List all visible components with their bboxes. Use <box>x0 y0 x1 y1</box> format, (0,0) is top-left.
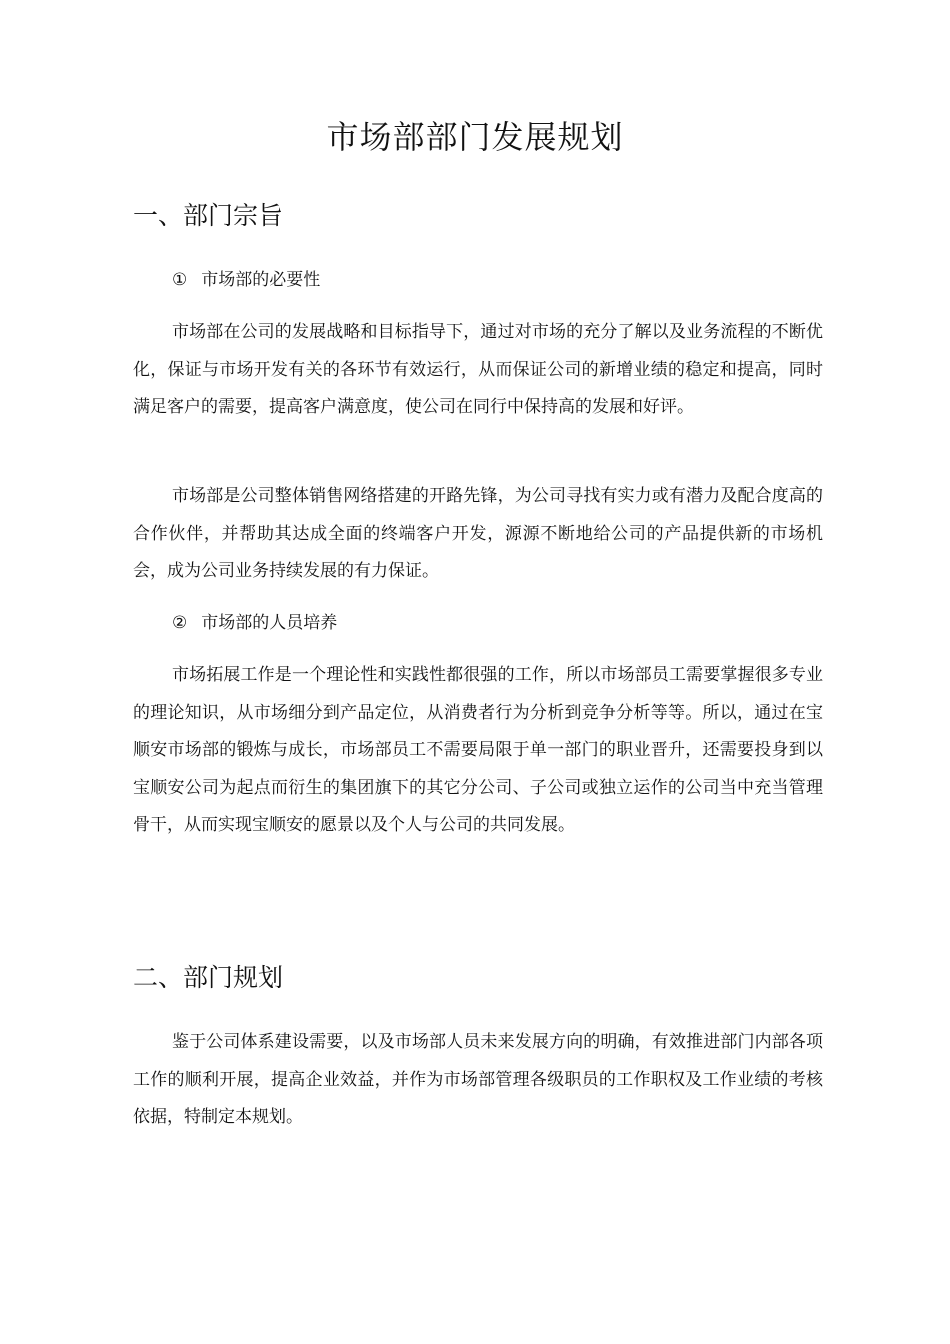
paragraph-planning: 鉴于公司体系建设需要，以及市场部人员未来发展方向的明确，有效推进部门内部各项工作的顺利开展，提高企业效益，并作为市场部管理各级职员的工作职权及工作业绩的考核依据，特制定本规划。 <box>133 1032 823 1127</box>
subheading-necessity <box>172 267 320 293</box>
subheading-number: ① <box>172 270 188 290</box>
paragraph-training: 市场拓展工作是一个理论性和实践性都很强的工作，所以市场部员工需要掌握很多专业的理论知识，从市场细分到产品定位，从消费者行为分析到竞争分析等等。所以，通过在宝顺安市场部的锻炼与成长，市场部员工不需要局限于单一部门的职业晋升，还需要投身到以宝顺安公司为起点而衍生的集团旗下的其它分公司、子公司或独立运作的公司当中充当管理骨干，从而实现宝顺安的愿景以及个人与公司的共同发展。 <box>133 665 823 835</box>
section-heading-purpose: 一、部门宗旨 <box>133 201 284 230</box>
document-title: 市场部部门发展规划 <box>326 118 624 156</box>
subheading-number: ② <box>172 613 188 633</box>
subheading-label: 市场部的人员培养 <box>201 613 338 633</box>
subheading-label: 市场部的必要性 <box>201 270 321 290</box>
paragraph-necessity-2: 市场部是公司整体销售网络搭建的开路先锋，为公司寻找有实力或有潜力及配合度高的合作伙伴，并帮助其达成全面的终端客户开发，源源不断地给公司的产品提供新的市场机会，成为公司业务持续发展的有力保证。 <box>133 486 823 581</box>
subheading-training <box>172 610 337 636</box>
section-heading-planning: 二、部门规划 <box>133 963 284 992</box>
paragraph-necessity-1: 市场部在公司的发展战略和目标指导下，通过对市场的充分了解以及业务流程的不断优化，保证与市场开发有关的各环节有效运行，从而保证公司的新增业绩的稳定和提高，同时满足客户的需要，提高客户满意度，使公司在同行中保持高的发展和好评。 <box>133 322 823 417</box>
